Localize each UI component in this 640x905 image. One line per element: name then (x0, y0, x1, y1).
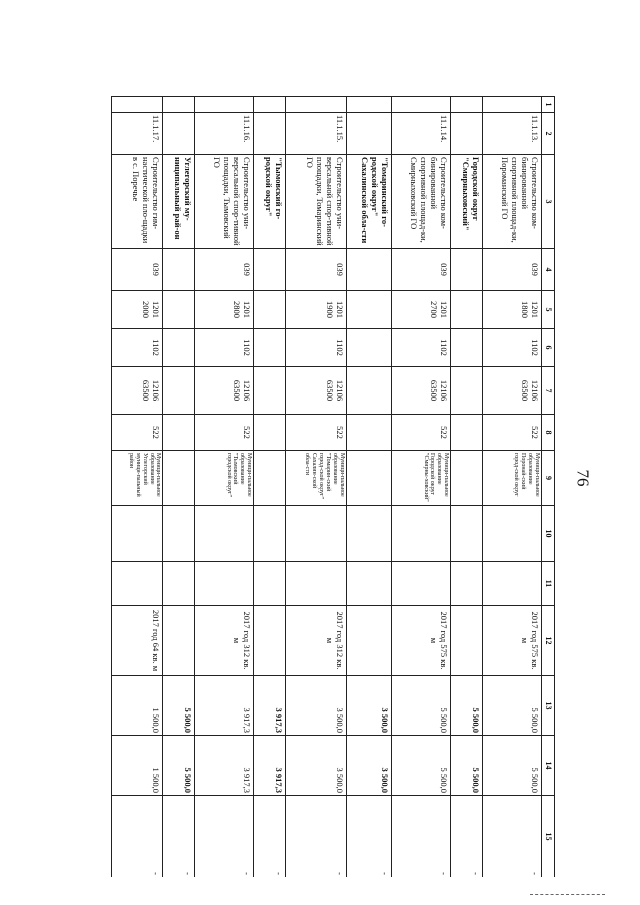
table-cell-col-14: 5 500,0 (392, 736, 451, 796)
table-cell-col-5: 1201 2000 (112, 291, 163, 329)
col-number-cell: 15 (542, 796, 555, 878)
table-cell-col-11 (392, 562, 451, 606)
col-number-cell: 12 (542, 606, 555, 676)
table-cell-col-9 (346, 451, 391, 506)
table-cell-col-15: - (163, 796, 195, 878)
table-cell-col-6: 1102 (392, 329, 451, 367)
table-cell-col-7 (346, 367, 391, 415)
table-cell-col-3: Городской округ "Смирныховский" (451, 155, 483, 249)
table-cell-col-9: Муници-пальное образование Городской округ "Смирны-ховский" (392, 451, 451, 506)
table-cell-col-8 (346, 415, 391, 451)
table-cell-col-14: 5 500,0 (163, 736, 195, 796)
table-cell-col-6: 1102 (112, 329, 163, 367)
table-cell-col-1 (451, 97, 483, 113)
col-number-cell: 3 (542, 155, 555, 249)
table-cell-col-7: 12106 63500 (112, 367, 163, 415)
table-cell-col-14: 3 500,0 (285, 736, 346, 796)
table-cell-col-9: Муници-пальное образование Углегорский муници-пальный район (112, 451, 163, 506)
table-cell-col-1 (112, 97, 163, 113)
table-cell-col-5 (163, 291, 195, 329)
table-cell-col-2 (346, 113, 391, 155)
budget-table (111, 96, 555, 877)
col-number-cell: 1 (542, 97, 555, 113)
table-cell-col-8: 522 (195, 415, 254, 451)
document-table-area (111, 96, 555, 877)
table-body (112, 97, 555, 878)
table-cell-col-14: 1 500,0 (112, 736, 163, 796)
table-cell-col-10 (346, 506, 391, 562)
table-cell-col-1 (163, 97, 195, 113)
table-cell-col-4 (346, 249, 391, 291)
table-cell-col-3: Строительство уни-версальной спор-тивной площадки, Тымовский ГО (195, 155, 254, 249)
table-cell-col-10 (112, 506, 163, 562)
table-cell-col-3: "Тымовский го-родской округ" (254, 155, 286, 249)
table-cell-col-12 (346, 606, 391, 676)
table-cell-col-2: 11.1.15. (285, 113, 346, 155)
table-cell-col-3: Строительство ком-бинированной спортивной площад-ки, Смирныховский ГО (392, 155, 451, 249)
table-cell-col-1 (285, 97, 346, 113)
table-cell-col-5 (346, 291, 391, 329)
table-cell-col-15: - (285, 796, 346, 878)
table-cell-col-3: Строительство ком-бинированной спортивной площад-ки, Пороманский ГО (482, 155, 541, 249)
table-cell-col-13: 3 500,0 (285, 676, 346, 736)
table-cell-col-7: 12106 63500 (195, 367, 254, 415)
table-cell-col-9 (163, 451, 195, 506)
table-cell-col-6 (254, 329, 286, 367)
table-cell-col-2: 11.1.17. (112, 113, 163, 155)
table-cell-col-13: 1 500,0 (112, 676, 163, 736)
table-cell-col-7: 12106 63500 (285, 367, 346, 415)
table-row (285, 97, 346, 878)
col-number-cell: 4 (542, 249, 555, 291)
table-cell-col-1 (254, 97, 286, 113)
table-cell-col-7: 12106 63500 (482, 367, 541, 415)
table-cell-col-10 (392, 506, 451, 562)
table-row (112, 97, 163, 878)
table-cell-col-8 (163, 415, 195, 451)
table-cell-col-4 (451, 249, 483, 291)
table-cell-col-10 (254, 506, 286, 562)
rotated-table-container (111, 96, 555, 877)
table-cell-col-8: 522 (285, 415, 346, 451)
table-cell-col-10 (285, 506, 346, 562)
table-cell-col-14: 5 500,0 (482, 736, 541, 796)
table-cell-col-12: 2017 год 575 кв. м (482, 606, 541, 676)
table-cell-col-13: 3 500,0 (346, 676, 391, 736)
table-cell-col-5: 1201 2800 (195, 291, 254, 329)
table-cell-col-7 (254, 367, 286, 415)
table-cell-col-1 (392, 97, 451, 113)
table-cell-col-8: 522 (482, 415, 541, 451)
table-cell-col-10 (195, 506, 254, 562)
table-row (346, 97, 391, 878)
table-cell-col-15: - (482, 796, 541, 878)
table-cell-col-8: 522 (112, 415, 163, 451)
table-cell-col-13: 5 500,0 (392, 676, 451, 736)
col-number-cell: 8 (542, 415, 555, 451)
table-cell-col-8 (254, 415, 286, 451)
col-number-cell: 5 (542, 291, 555, 329)
table-cell-col-8: 522 (392, 415, 451, 451)
table-cell-col-5 (451, 291, 483, 329)
table-cell-col-5 (254, 291, 286, 329)
table-cell-col-15: - (112, 796, 163, 878)
table-cell-col-12: 2017 год 312 кв. м (195, 606, 254, 676)
table-cell-col-7 (451, 367, 483, 415)
table-cell-col-3: Углегорский му-ниципальный рай-он (163, 155, 195, 249)
table-cell-col-12: 2017 год 312 кв. м (285, 606, 346, 676)
col-number-cell: 7 (542, 367, 555, 415)
table-cell-col-7 (163, 367, 195, 415)
table-cell-col-4 (254, 249, 286, 291)
table-cell-col-14: 5 500,0 (451, 736, 483, 796)
table-cell-col-3: Строительство уни-версальной спор-тивной площадки, Томаринский ГО (285, 155, 346, 249)
table-row (451, 97, 483, 878)
table-cell-col-11 (163, 562, 195, 606)
table-cell-col-10 (482, 506, 541, 562)
table-cell-col-14: 3 917,3 (254, 736, 286, 796)
col-number-cell: 2 (542, 113, 555, 155)
table-row (482, 97, 541, 878)
table-cell-col-11 (451, 562, 483, 606)
table-row (195, 97, 254, 878)
table-cell-col-10 (163, 506, 195, 562)
table-cell-col-1 (346, 97, 391, 113)
table-cell-col-12 (451, 606, 483, 676)
col-number-cell: 11 (542, 562, 555, 606)
table-cell-col-6: 1102 (195, 329, 254, 367)
col-number-cell: 6 (542, 329, 555, 367)
table-cell-col-11 (112, 562, 163, 606)
table-cell-col-4 (163, 249, 195, 291)
table-cell-col-6 (163, 329, 195, 367)
bottom-divider (530, 894, 605, 895)
col-number-cell: 10 (542, 506, 555, 562)
table-cell-col-9: Муници-пальное образование "Томарин-ский город-ской округ" Сахалин-ской обла-сти (285, 451, 346, 506)
table-cell-col-1 (195, 97, 254, 113)
table-cell-col-13: 3 917,3 (254, 676, 286, 736)
col-number-cell: 14 (542, 736, 555, 796)
table-cell-col-6 (451, 329, 483, 367)
table-cell-col-11 (346, 562, 391, 606)
table-cell-col-3: Строительство гим-настической пло-щадки в с. Поречье (112, 155, 163, 249)
table-cell-col-5: 1201 1900 (285, 291, 346, 329)
table-cell-col-12: 2017 год 64 кв. м (112, 606, 163, 676)
table-cell-col-14: 3 917,3 (195, 736, 254, 796)
table-cell-col-3: "Томаринский го-родской округ" Сахалинской обла-сти (346, 155, 391, 249)
table-cell-col-9: Муници-пальное образование "Тымовский городской округ" (195, 451, 254, 506)
table-row (163, 97, 195, 878)
table-row (392, 97, 451, 878)
table-cell-col-15: - (451, 796, 483, 878)
table-cell-col-15: - (195, 796, 254, 878)
table-cell-col-12 (254, 606, 286, 676)
table-cell-col-4: 039 (285, 249, 346, 291)
table-cell-col-15: - (254, 796, 286, 878)
table-cell-col-2: 11.1.16. (195, 113, 254, 155)
table-cell-col-1 (482, 97, 541, 113)
table-cell-col-2: 11.1.13. (482, 113, 541, 155)
table-cell-col-2 (254, 113, 286, 155)
table-cell-col-7: 12106 63500 (392, 367, 451, 415)
table-cell-col-6: 1102 (285, 329, 346, 367)
table-cell-col-9 (451, 451, 483, 506)
table-cell-col-5: 1201 2700 (392, 291, 451, 329)
table-cell-col-2: 11.1.14. (392, 113, 451, 155)
table-cell-col-6 (346, 329, 391, 367)
col-number-cell: 9 (542, 451, 555, 506)
table-cell-col-13: 5 500,0 (451, 676, 483, 736)
table-cell-col-12: 2017 год 575 кв. м (392, 606, 451, 676)
table-cell-col-14: 3 500,0 (346, 736, 391, 796)
column-number-row (542, 97, 555, 878)
table-cell-col-9 (254, 451, 286, 506)
table-row (254, 97, 286, 878)
table-cell-col-11 (195, 562, 254, 606)
table-cell-col-4: 039 (392, 249, 451, 291)
table-cell-col-10 (451, 506, 483, 562)
table-cell-col-13: 5 500,0 (163, 676, 195, 736)
table-cell-col-2 (451, 113, 483, 155)
table-cell-col-4: 039 (112, 249, 163, 291)
table-cell-col-13: 3 917,3 (195, 676, 254, 736)
table-cell-col-13: 5 500,0 (482, 676, 541, 736)
table-cell-col-15: - (346, 796, 391, 878)
page-number: 76 (573, 469, 593, 487)
table-cell-col-9: Муници-пальное образование Поронай-ский город-ской округ (482, 451, 541, 506)
table-cell-col-11 (285, 562, 346, 606)
table-cell-col-4: 039 (195, 249, 254, 291)
table-cell-col-11 (482, 562, 541, 606)
table-cell-col-4: 039 (482, 249, 541, 291)
table-cell-col-12 (163, 606, 195, 676)
table-cell-col-8 (451, 415, 483, 451)
table-cell-col-11 (254, 562, 286, 606)
table-cell-col-5: 1201 1800 (482, 291, 541, 329)
col-number-cell: 13 (542, 676, 555, 736)
table-cell-col-6: 1102 (482, 329, 541, 367)
table-cell-col-2 (163, 113, 195, 155)
table-cell-col-15: - (392, 796, 451, 878)
